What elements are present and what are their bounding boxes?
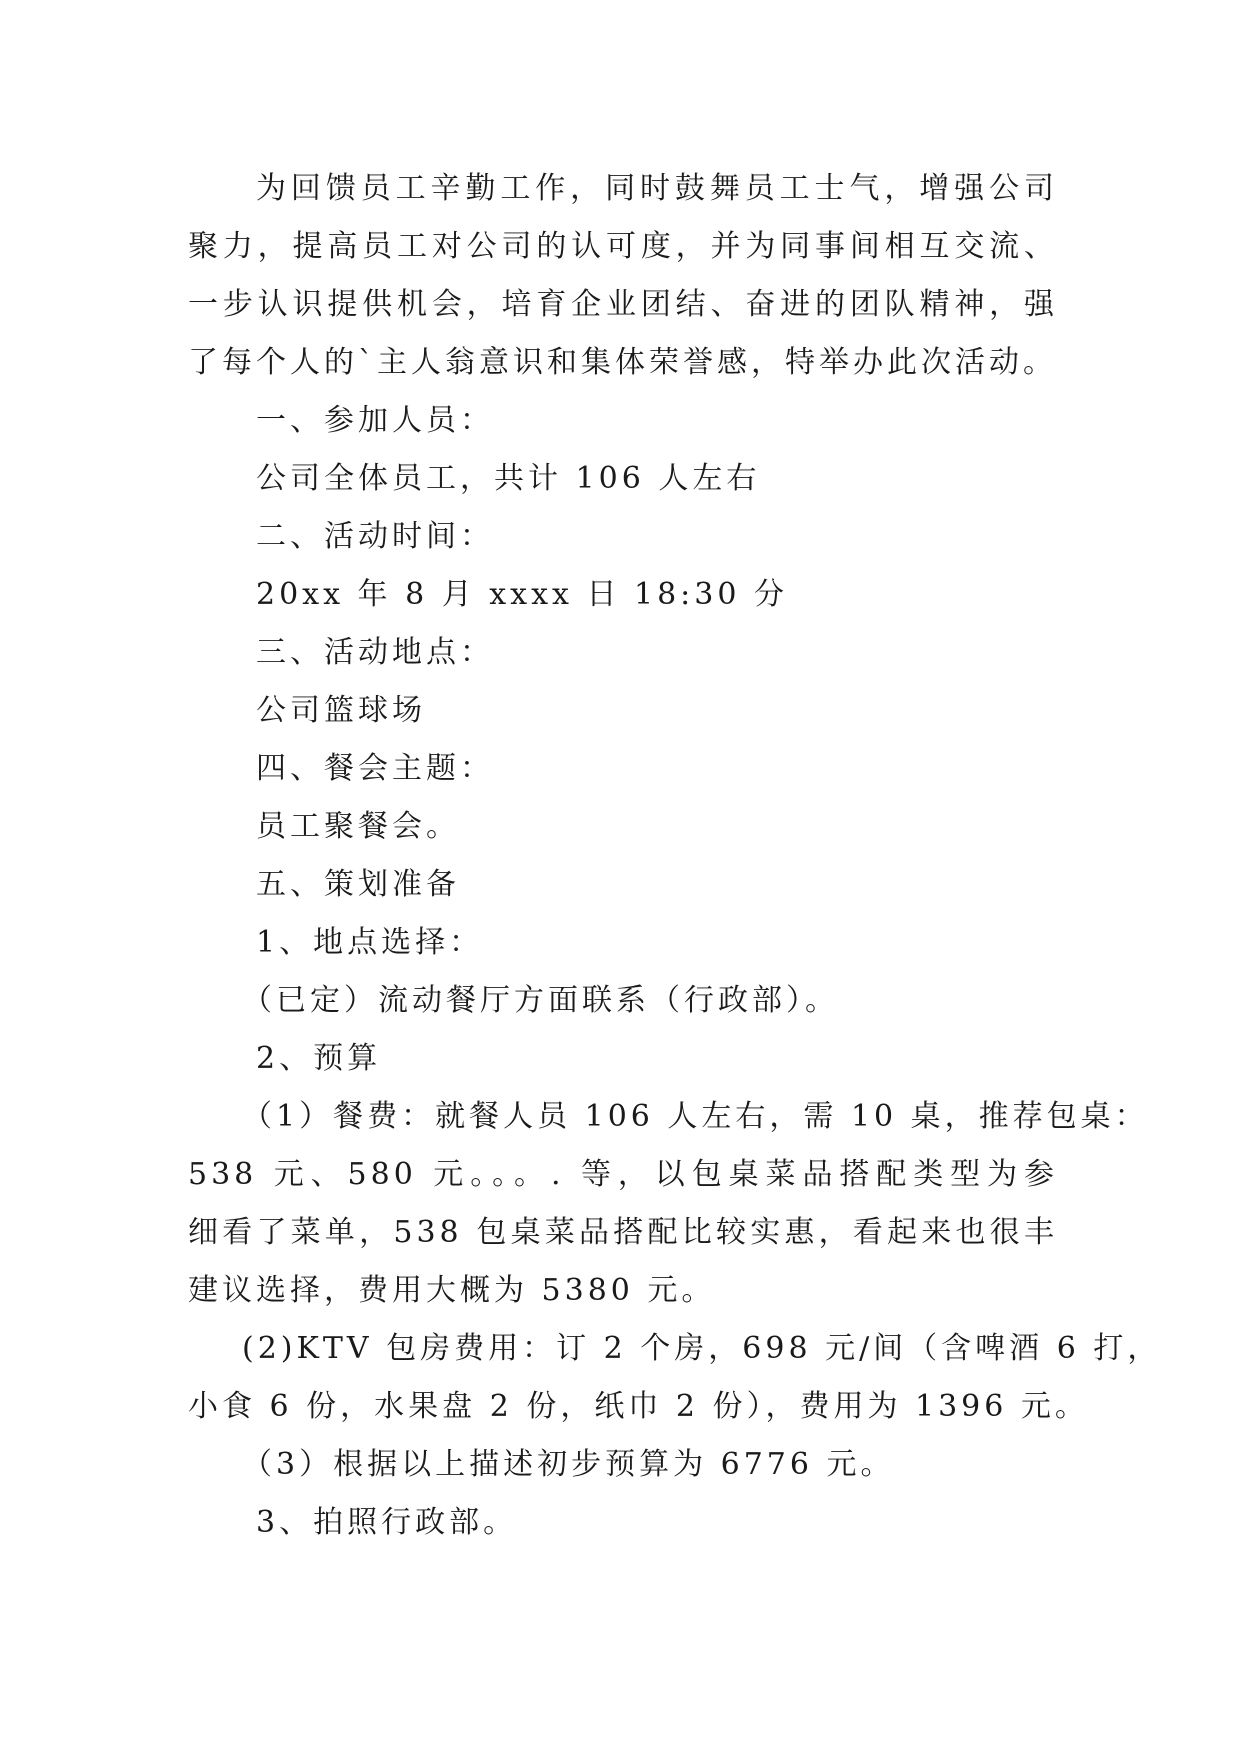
participants-text: 公司全体员工，共计 106 人左右 xyxy=(256,461,761,496)
theme-text: 员工聚餐会。 xyxy=(256,809,460,844)
budget2-line-1: (2)KTV 包房费用：订 2 个房，698 元/间（含啤酒 6 打， xyxy=(242,1331,1162,1366)
item1-heading: 1、地点选择： xyxy=(256,925,484,960)
intro-line-4: 了每个人的`主人翁意识和集体荣誉感，特举办此次活动。 xyxy=(188,345,1057,380)
budget1-line-3: 细看了菜单，538 包桌菜品搭配比较实惠，看起来也很丰 xyxy=(188,1215,1058,1250)
participants-heading: 一、参加人员： xyxy=(256,403,494,438)
item1-text: （已定）流动餐厅方面联系（行政部）。 xyxy=(242,983,839,1018)
theme-heading: 四、餐会主题： xyxy=(256,751,494,786)
intro-line-3: 一步认识提供机会，培育企业团结、奋进的团队精神，强 xyxy=(188,287,1058,322)
time-text: 20xx 年 8 月 xxxx 日 18:30 分 xyxy=(256,577,788,612)
budget3-text: （3）根据以上描述初步预算为 6776 元。 xyxy=(242,1447,895,1482)
intro-line-1: 为回馈员工辛勤工作，同时鼓舞员工士气，增强公司 xyxy=(256,171,1058,206)
document-body xyxy=(188,160,1162,1552)
budget1-line-2: 538 元、580 元。。。. 等，以包桌菜品搭配类型为参 xyxy=(188,1157,1058,1192)
location-text: 公司篮球场 xyxy=(256,693,426,728)
intro-line-2: 聚力，提高员工对公司的认可度，并为同事间相互交流、 xyxy=(188,229,1058,264)
item3-text: 3、拍照行政部。 xyxy=(256,1505,518,1540)
budget1-line-1: （1）餐费：就餐人员 106 人左右，需 10 桌，推荐包桌： xyxy=(242,1099,1149,1134)
planning-heading: 五、策划准备 xyxy=(256,867,460,902)
budget1-line-4: 建议选择，费用大概为 5380 元。 xyxy=(188,1273,716,1308)
location-heading: 三、活动地点： xyxy=(256,635,494,670)
time-heading: 二、活动时间： xyxy=(256,519,494,554)
budget2-line-2: 小食 6 份，水果盘 2 份，纸巾 2 份），费用为 1396 元。 xyxy=(188,1389,1089,1424)
item2-heading: 2、预算 xyxy=(256,1041,382,1076)
